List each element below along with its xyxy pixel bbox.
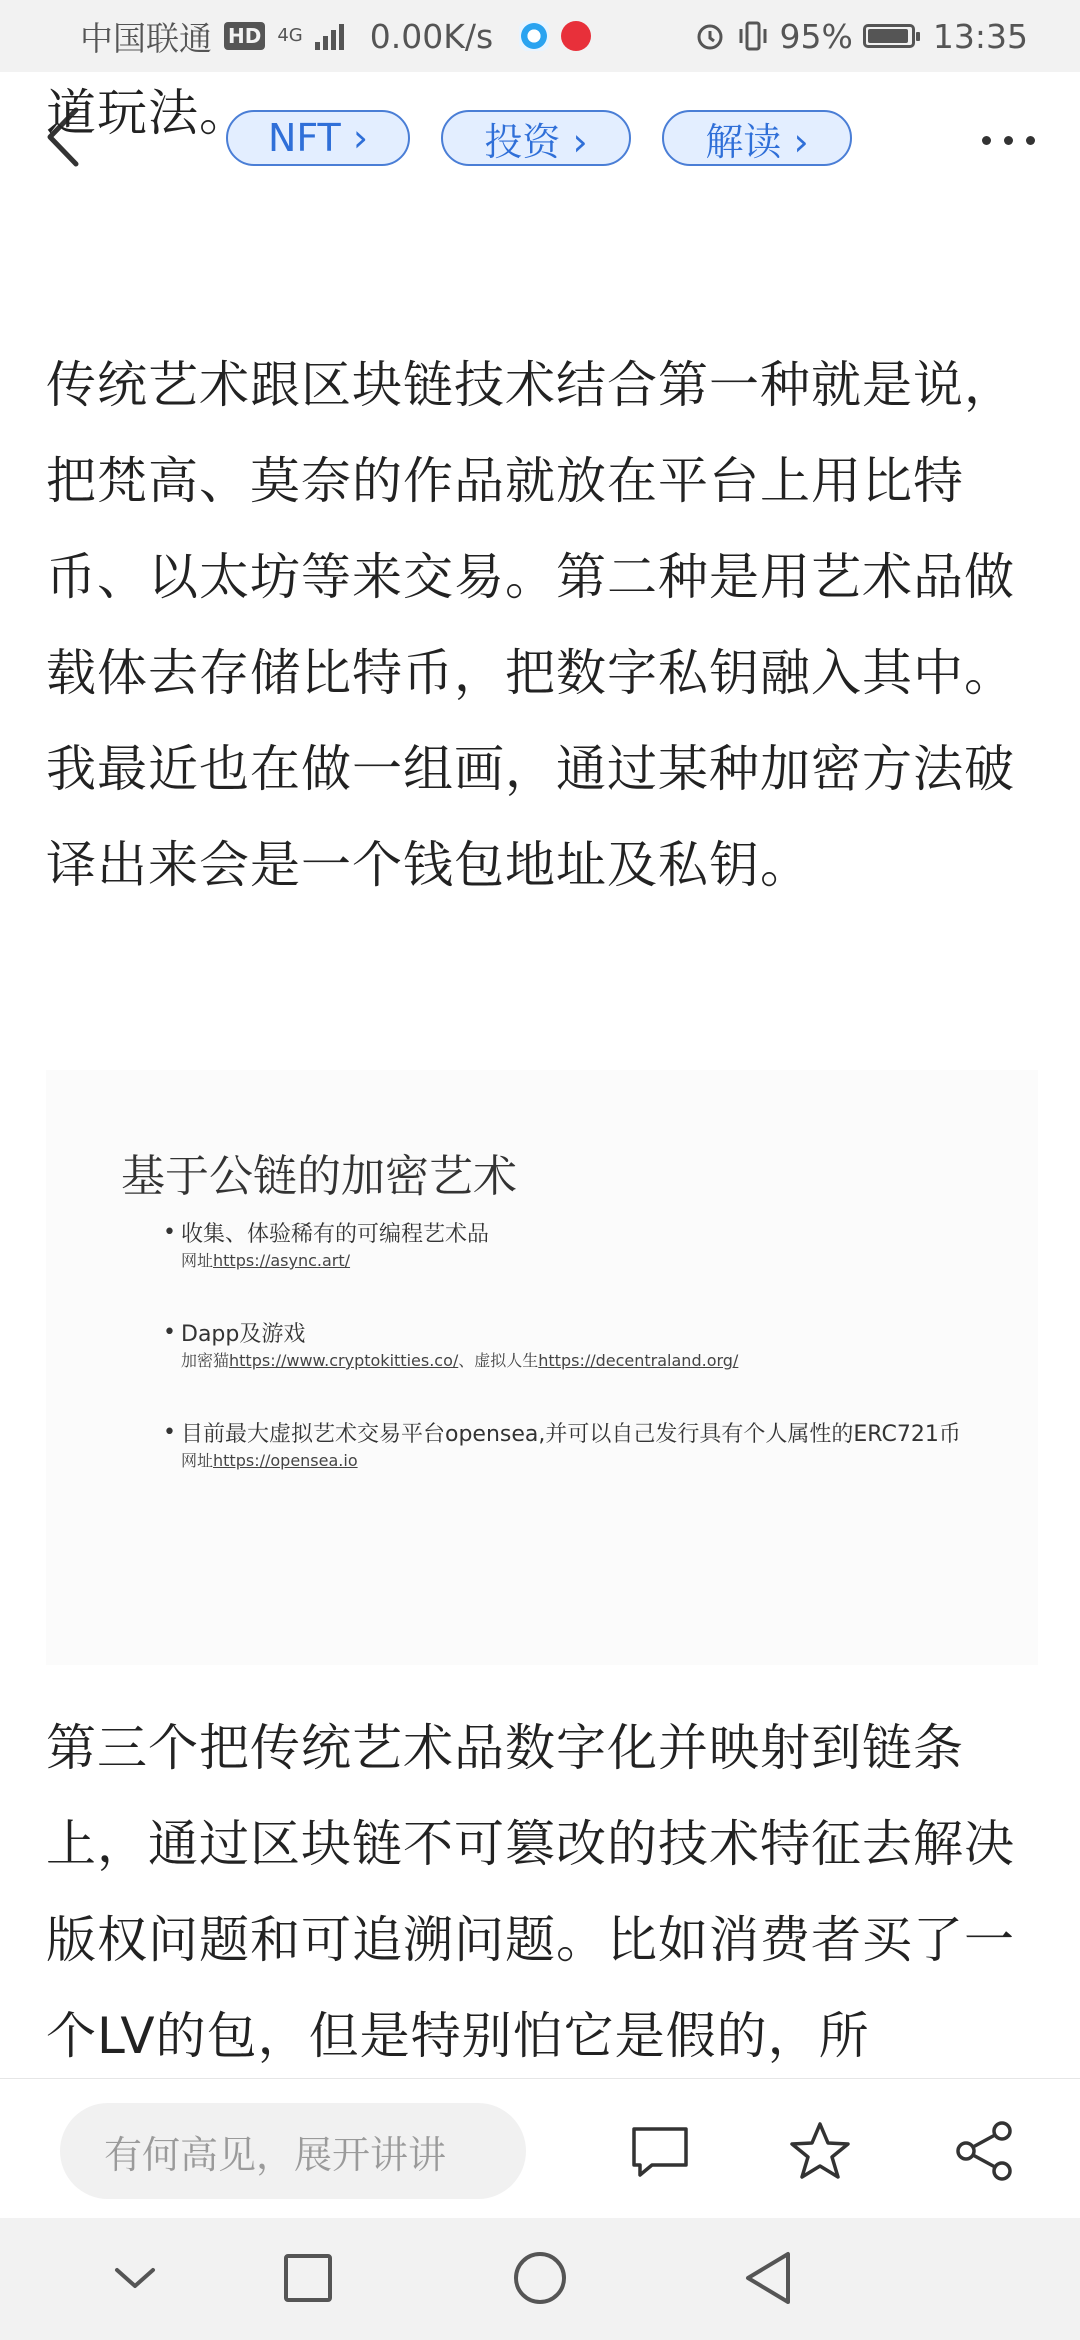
app-notification-icon — [561, 21, 591, 51]
recent-apps-icon[interactable] — [278, 2248, 338, 2308]
status-bar — [0, 0, 1080, 72]
network-type: 4G — [277, 25, 303, 46]
slide-item-title: 收集、体验稀有的可编程艺术品 — [181, 1222, 490, 1247]
carrier-name: 中国联通 — [80, 18, 212, 58]
slide-item: • 收集、体验稀有的可编程艺术品 网址https://async.art/ — [181, 1220, 1011, 1272]
slide-link: https://www.cryptokitties.co/ — [229, 1351, 459, 1370]
network-speed: 0.00K/s — [369, 16, 494, 56]
clock: 13:35 — [932, 16, 1028, 56]
article-partial-line: 道玩法。 — [46, 84, 250, 142]
tag-interpret[interactable]: 解读 › — [662, 110, 852, 166]
vibrate-icon — [736, 20, 770, 52]
system-navigation-bar — [0, 2218, 1080, 2340]
slide-title: 基于公链的加密艺术 — [121, 1151, 517, 1202]
tag-invest[interactable]: 投资 › — [441, 110, 631, 166]
battery-percent: 95% — [779, 16, 853, 56]
home-icon[interactable] — [510, 2248, 570, 2308]
signal-icon — [315, 22, 344, 50]
status-left — [80, 0, 591, 72]
back-triangle-icon[interactable] — [740, 2248, 800, 2308]
tag-nft[interactable]: NFT › — [226, 110, 410, 166]
down-chevron-icon[interactable] — [105, 2248, 165, 2308]
bottom-action-bar — [0, 2078, 1080, 2219]
star-icon[interactable] — [788, 2119, 852, 2183]
slide-item: • 目前最大虚拟艺术交易平台opensea,并可以自己发行具有个人属性的ERC721币 网址https://opensea.io — [181, 1420, 1011, 1472]
slide-item-sub: 加密猫https://www.cryptokitties.co/、虚拟人生https://decentraland.org/ — [181, 1351, 739, 1370]
status-right — [694, 0, 1028, 72]
share-icon[interactable] — [952, 2119, 1016, 2183]
comment-icon[interactable] — [628, 2119, 692, 2183]
slide-list — [163, 1220, 1011, 1520]
article-paragraph: 第三个把传统艺术品数字化并映射到链条上，通过区块链不可篡改的技术特征去解决版权问题和可追溯问题。比如消费者买了一个LV的包，但是特别怕它是假的，所 — [46, 1719, 1015, 2065]
hd-badge: HD — [224, 22, 265, 50]
alarm-icon — [694, 20, 726, 52]
slide-item: • Dapp及游戏 加密猫https://www.cryptokitties.co/、虚拟人生https://decentraland.org/ — [181, 1320, 1011, 1372]
slide-item-title: Dapp及游戏 — [181, 1322, 306, 1347]
slide-link: https://async.art/ — [213, 1251, 351, 1270]
app-notification-icon — [519, 21, 549, 51]
article-image-slide[interactable] — [46, 1070, 1038, 1665]
slide-link: https://opensea.io — [213, 1451, 358, 1470]
battery-icon — [863, 24, 915, 48]
slide-item-sub: 网址https://opensea.io — [181, 1451, 358, 1470]
article-paragraph: 传统艺术跟区块链技术结合第一种就是说，把梵高、莫奈的作品就放在平台上用比特币、以太坊等来交易。第二种是用艺术品做载体去存储比特币，把数字私钥融入其中。我最近也在做一组画，通过某种加密方法破译出来会是一个钱包地址及私钥。 — [46, 356, 1015, 894]
slide-link: https://decentraland.org/ — [538, 1351, 739, 1370]
comment-input[interactable]: 有何高见，展开讲讲 — [60, 2103, 526, 2199]
slide-item-title: 目前最大虚拟艺术交易平台opensea,并可以自己发行具有个人属性的ERC721币 — [181, 1422, 961, 1447]
slide-item-sub: 网址https://async.art/ — [181, 1251, 351, 1270]
